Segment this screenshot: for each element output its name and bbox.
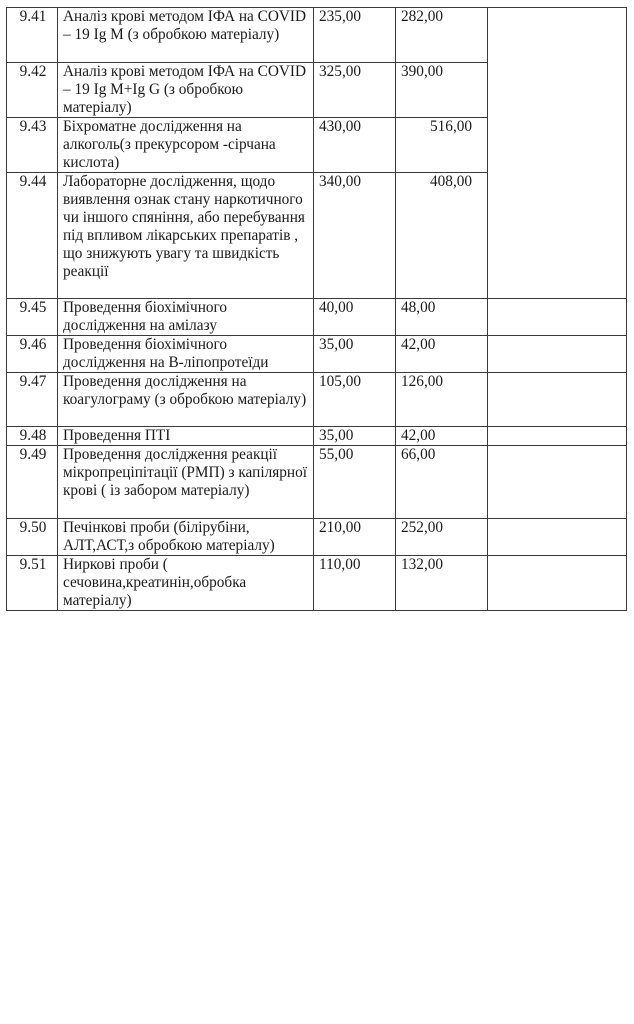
service-name: Лабораторне дослідження, щодо виявлення ознак стану наркотичного чи іншого спяніння, або перебування під впливом лікарських препаратів , що знижують увагу та швидкість реакції	[58, 173, 314, 299]
row-number: 9.48	[7, 427, 58, 446]
price-with-vat: 66,00	[396, 446, 488, 519]
price-with-vat: 42,00	[396, 427, 488, 446]
price-without-vat: 55,00	[314, 446, 396, 519]
price-with-vat: 390,00	[396, 63, 488, 118]
price-without-vat: 235,00	[314, 8, 396, 63]
service-name: Проведення дослідження реакції мікропреціпітації (РМП) з капілярної крові ( із забором матеріалу)	[58, 446, 314, 519]
notes-cell	[488, 373, 627, 427]
price-without-vat: 325,00	[314, 63, 396, 118]
service-name: Проведення дослідження на коагулограму (з обробкою матеріалу)	[58, 373, 314, 427]
table-row	[7, 519, 627, 556]
price-with-vat: 48,00	[396, 299, 488, 336]
table-row	[7, 336, 627, 373]
row-number: 9.46	[7, 336, 58, 373]
table-row	[7, 299, 627, 336]
price-with-vat: 282,00	[396, 8, 488, 63]
price-table	[6, 7, 627, 611]
notes-cell	[488, 299, 627, 336]
table-row	[7, 446, 627, 519]
row-number: 9.44	[7, 173, 58, 299]
price-without-vat: 35,00	[314, 336, 396, 373]
price-with-vat: 132,00	[396, 556, 488, 611]
service-name: Проведення біохімічного дослідження на В-ліпопротеїди	[58, 336, 314, 373]
service-name: Печінкові проби (білірубіни, АЛТ,АСТ,з обробкою матеріалу)	[58, 519, 314, 556]
price-without-vat: 430,00	[314, 118, 396, 173]
table-row	[7, 8, 627, 63]
price-without-vat: 35,00	[314, 427, 396, 446]
service-name: Проведення біохімічного дослідження на амілазу	[58, 299, 314, 336]
service-name: Аналіз крові методом ІФА на COVID – 19 Ig M+Ig G (з обробкою матеріалу)	[58, 63, 314, 118]
price-with-vat: 516,00	[396, 118, 488, 173]
table-row	[7, 373, 627, 427]
row-number: 9.47	[7, 373, 58, 427]
notes-cell-merged	[488, 8, 627, 299]
service-name: Проведення ПТІ	[58, 427, 314, 446]
price-without-vat: 210,00	[314, 519, 396, 556]
row-number: 9.45	[7, 299, 58, 336]
notes-cell	[488, 427, 627, 446]
row-number: 9.50	[7, 519, 58, 556]
price-without-vat: 40,00	[314, 299, 396, 336]
table-row	[7, 556, 627, 611]
notes-cell	[488, 519, 627, 556]
row-number: 9.42	[7, 63, 58, 118]
notes-cell	[488, 556, 627, 611]
price-with-vat: 408,00	[396, 173, 488, 299]
price-with-vat: 126,00	[396, 373, 488, 427]
price-with-vat: 252,00	[396, 519, 488, 556]
price-without-vat: 340,00	[314, 173, 396, 299]
price-without-vat: 105,00	[314, 373, 396, 427]
row-number: 9.49	[7, 446, 58, 519]
row-number: 9.51	[7, 556, 58, 611]
price-with-vat: 42,00	[396, 336, 488, 373]
row-number: 9.41	[7, 8, 58, 63]
row-number: 9.43	[7, 118, 58, 173]
table-row	[7, 427, 627, 446]
notes-cell	[488, 446, 627, 519]
service-name: Ниркові проби ( сечовина,креатинін,обробка матеріалу)	[58, 556, 314, 611]
notes-cell	[488, 336, 627, 373]
service-name: Аналіз крові методом ІФА на COVID – 19 Ig M (з обробкою матеріалу)	[58, 8, 314, 63]
service-name: Біхроматне дослідження на алкоголь(з прекурсором -сірчана кислота)	[58, 118, 314, 173]
price-without-vat: 110,00	[314, 556, 396, 611]
